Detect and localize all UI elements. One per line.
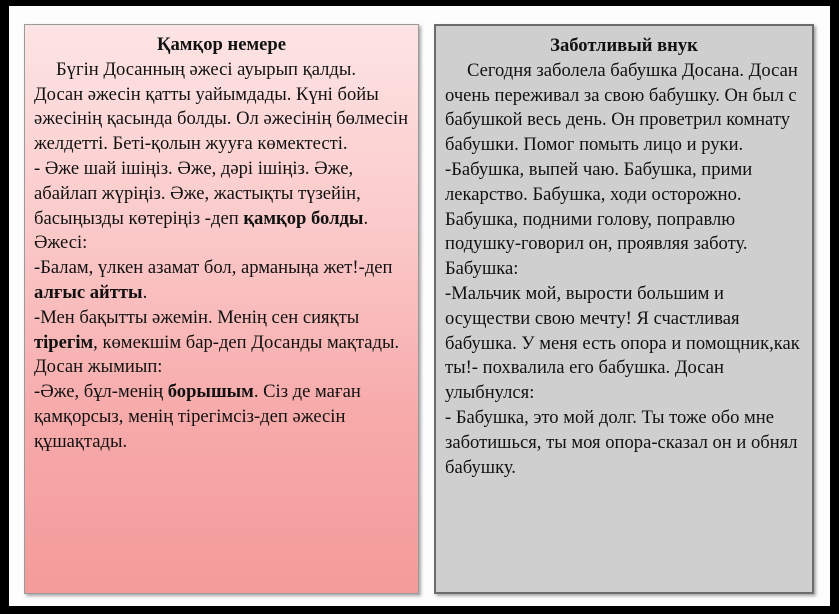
kazakh-text-panel (24, 24, 419, 594)
kazakh-p6-text: -Әже, бұл-менің (34, 381, 168, 403)
russian-paragraph-3: Бабушка: (445, 258, 519, 280)
russian-title: Заботливый внук (550, 35, 698, 56)
kazakh-p2-bold: қамқор болды (243, 207, 364, 229)
kazakh-p2-text: - Әже шай ішіңіз. Әже, дәрі ішіңіз. Әже, абайлап жүріңіз. Әже, жастықты түзейін, басыңызды көтеріңіз -деп (34, 157, 361, 229)
slide (9, 6, 830, 606)
russian-paragraph-5: - Бабушка, это мой долг. Ты тоже обо мне заботишься, ты моя опора-сказал он и обнял бабушку. (445, 406, 798, 478)
russian-paragraph-2: -Бабушка, выпей чаю. Бабушка, прими лекарство. Бабушка, ходи осторожно. Бабушка, подними голову, поправлю подушку-говорил он, проявляя заботу. (445, 158, 753, 255)
russian-paragraph-4: -Мальчик мой, вырости большим и осуществи свою мечту! Я счастливая бабушка. У меня есть опора и помощник,как ты!- похвалила его бабушка. Досан улыбнулся: (445, 282, 800, 404)
kazakh-p5-end: , көмекшім бар-деп Досанды мақтады. Досан жымиып: (34, 331, 400, 378)
kazakh-paragraph-4 (34, 256, 409, 306)
kazakh-p4-end: . (142, 281, 148, 303)
russian-paragraph-1: Сегодня заболела бабушка Досана. Досан очень переживал за свою бабушку. Он был с бабушкой весь день. Он проветрил комнату бабушки. Помог помыть лицо и руки. (445, 59, 798, 156)
kazakh-p6-bold: борышым (167, 381, 254, 403)
kazakh-p5-text: -Мен бақытты әжемін. Менің сен сияқты (34, 306, 360, 328)
kazakh-paragraph-1: Бүгін Досанның әжесі ауырып қалды. Досан әжесін қатты уайымдады. Күні бойы әжесінің қасында болды. Ол әжесінің бөлмесін желдетті. Беті-қолын жууға көмектесті. (34, 58, 409, 155)
kazakh-paragraph-6 (34, 380, 409, 454)
kazakh-p6-end: . Сіз де маған қамқорсыз, менің тірегімсіз-деп әжесін құшақтады. (34, 381, 361, 452)
kazakh-p2-end: . (363, 207, 369, 229)
kazakh-p4-bold: алғыс айтты (34, 281, 143, 303)
kazakh-p4-text: -Балам, үлкен азамат бол, арманыңа жет!-деп (34, 257, 393, 279)
kazakh-title: Қамқор немере (157, 34, 286, 55)
kazakh-paragraph-3: Әжесі: (34, 232, 88, 254)
kazakh-paragraph-5 (34, 306, 409, 380)
russian-text-panel (434, 24, 814, 594)
kazakh-p5-bold: тірегім (34, 331, 94, 353)
kazakh-paragraph-2 (34, 157, 409, 231)
